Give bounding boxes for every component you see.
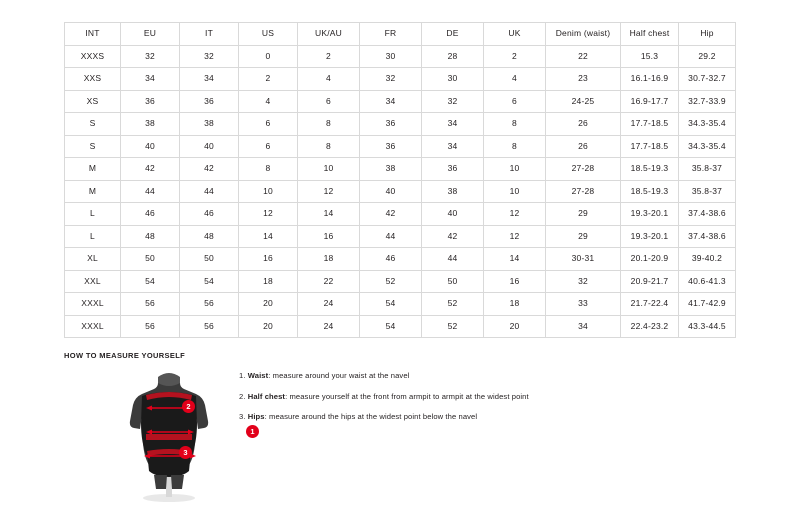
- table-cell: 42: [180, 158, 239, 181]
- table-cell: 20.9-21.7: [621, 270, 679, 293]
- table-cell: 30: [422, 68, 484, 91]
- table-cell: 56: [180, 293, 239, 316]
- table-cell: 23: [546, 68, 621, 91]
- table-cell: 8: [298, 113, 360, 136]
- table-cell: 19.3-20.1: [621, 203, 679, 226]
- instruction-number: 1.: [239, 371, 246, 380]
- bullet-marker-1: 1: [246, 425, 259, 438]
- table-cell: 0: [239, 45, 298, 68]
- table-row: [65, 225, 736, 248]
- table-cell: 20: [239, 293, 298, 316]
- table-cell: 12: [484, 225, 546, 248]
- table-row: [65, 270, 736, 293]
- size-label-cell: XL: [65, 248, 121, 271]
- table-cell: 29: [546, 203, 621, 226]
- table-cell: 34: [360, 90, 422, 113]
- table-header-cell: IT: [180, 23, 239, 46]
- table-cell: 35.8-37: [679, 180, 736, 203]
- size-label-cell: L: [65, 203, 121, 226]
- table-row: [65, 135, 736, 158]
- table-cell: 46: [180, 203, 239, 226]
- table-cell: 38: [121, 113, 180, 136]
- instruction-text: : measure yourself at the front from armpit to armpit at the widest point: [285, 391, 529, 401]
- table-row: [65, 90, 736, 113]
- instruction-term: Waist: [247, 371, 269, 380]
- size-label-cell: XXXL: [65, 293, 121, 316]
- table-header-cell: Denim (waist): [546, 23, 621, 46]
- table-cell: 50: [422, 270, 484, 293]
- instruction-text: : measure around your waist at the navel: [268, 371, 410, 380]
- table-cell: 18: [484, 293, 546, 316]
- table-header-cell: UK/AU: [298, 23, 360, 46]
- table-cell: 15.3: [621, 45, 679, 68]
- table-header-cell: UK: [484, 23, 546, 46]
- table-cell: 20.1-20.9: [621, 248, 679, 271]
- table-row: [65, 68, 736, 91]
- table-cell: 4: [484, 68, 546, 91]
- table-cell: 40.6-41.3: [679, 270, 736, 293]
- table-cell: 12: [298, 180, 360, 203]
- table-cell: 42: [121, 158, 180, 181]
- table-cell: 48: [121, 225, 180, 248]
- table-cell: 36: [422, 158, 484, 181]
- table-cell: 46: [121, 203, 180, 226]
- table-cell: 8: [484, 113, 546, 136]
- table-cell: 34: [422, 113, 484, 136]
- table-cell: 6: [239, 135, 298, 158]
- bullet-marker-3: 3: [179, 446, 192, 459]
- table-cell: 10: [298, 158, 360, 181]
- table-cell: 17.7-18.5: [621, 113, 679, 136]
- table-cell: 22: [298, 270, 360, 293]
- table-cell: 29: [546, 225, 621, 248]
- table-cell: 20: [239, 315, 298, 338]
- table-cell: 42: [422, 225, 484, 248]
- table-cell: 20: [484, 315, 546, 338]
- table-row: [65, 203, 736, 226]
- table-cell: 54: [360, 315, 422, 338]
- table-row: [65, 315, 736, 338]
- table-cell: 41.7-42.9: [679, 293, 736, 316]
- instruction-term: Half chest: [247, 391, 286, 401]
- table-cell: 16: [239, 248, 298, 271]
- instruction-term: Hips: [247, 412, 265, 422]
- table-cell: 10: [239, 180, 298, 203]
- size-label-cell: XXL: [65, 270, 121, 293]
- table-cell: 30-31: [546, 248, 621, 271]
- table-cell: 16: [484, 270, 546, 293]
- table-cell: 44: [360, 225, 422, 248]
- table-cell: 34: [546, 315, 621, 338]
- table-cell: 16.1-16.9: [621, 68, 679, 91]
- measurement-instruction: [239, 392, 719, 401]
- table-cell: 36: [360, 135, 422, 158]
- table-cell: 43.3-44.5: [679, 315, 736, 338]
- instruction-number: 2.: [239, 391, 246, 401]
- table-cell: 38: [360, 158, 422, 181]
- table-cell: 40: [180, 135, 239, 158]
- table-cell: 24: [298, 293, 360, 316]
- table-cell: 40: [360, 180, 422, 203]
- measurement-instructions-list: [239, 371, 719, 433]
- measurement-instruction: [239, 371, 719, 380]
- table-cell: 54: [180, 270, 239, 293]
- table-row: [65, 113, 736, 136]
- table-cell: 56: [121, 293, 180, 316]
- table-cell: 54: [121, 270, 180, 293]
- table-cell: 6: [239, 113, 298, 136]
- table-cell: 12: [484, 203, 546, 226]
- table-cell: 16.9-17.7: [621, 90, 679, 113]
- table-cell: 54: [360, 293, 422, 316]
- table-header-row: [65, 23, 736, 46]
- table-cell: 32: [121, 45, 180, 68]
- table-cell: 2: [484, 45, 546, 68]
- table-cell: 28: [422, 45, 484, 68]
- table-cell: 30: [360, 45, 422, 68]
- table-cell: 44: [180, 180, 239, 203]
- measurement-instruction: [239, 412, 719, 421]
- table-cell: 32: [422, 90, 484, 113]
- table-cell: 36: [121, 90, 180, 113]
- table-cell: 38: [180, 113, 239, 136]
- table-cell: 18: [239, 270, 298, 293]
- table-row: [65, 45, 736, 68]
- table-cell: 44: [422, 248, 484, 271]
- size-label-cell: XXXS: [65, 45, 121, 68]
- table-cell: 34: [121, 68, 180, 91]
- table-cell: 18.5-19.3: [621, 158, 679, 181]
- table-cell: 56: [121, 315, 180, 338]
- table-cell: 14: [298, 203, 360, 226]
- how-to-measure-title: HOW TO MEASURE YOURSELF: [64, 351, 186, 360]
- table-row: [65, 293, 736, 316]
- table-cell: 42: [360, 203, 422, 226]
- table-cell: 46: [360, 248, 422, 271]
- table-cell: 6: [298, 90, 360, 113]
- table-header-cell: US: [239, 23, 298, 46]
- size-label-cell: M: [65, 158, 121, 181]
- table-cell: 34.3-35.4: [679, 113, 736, 136]
- table-row: [65, 158, 736, 181]
- table-cell: 52: [422, 315, 484, 338]
- table-header-cell: INT: [65, 23, 121, 46]
- size-label-cell: S: [65, 113, 121, 136]
- table-cell: 10: [484, 158, 546, 181]
- table-header-cell: Hip: [679, 23, 736, 46]
- table-cell: 44: [121, 180, 180, 203]
- size-label-cell: M: [65, 180, 121, 203]
- table-cell: 52: [422, 293, 484, 316]
- table-header-cell: Half chest: [621, 23, 679, 46]
- size-chart-table: [64, 22, 736, 338]
- table-cell: 24-25: [546, 90, 621, 113]
- table-cell: 50: [180, 248, 239, 271]
- table-cell: 56: [180, 315, 239, 338]
- table-cell: 8: [239, 158, 298, 181]
- table-cell: 8: [484, 135, 546, 158]
- size-label-cell: S: [65, 135, 121, 158]
- table-cell: 30.7-32.7: [679, 68, 736, 91]
- table-cell: 38: [422, 180, 484, 203]
- table-cell: 36: [360, 113, 422, 136]
- instruction-number: 3.: [239, 412, 246, 422]
- table-cell: 34: [422, 135, 484, 158]
- size-label-cell: XXXL: [65, 315, 121, 338]
- bullet-marker-2: 2: [182, 400, 195, 413]
- table-header-cell: FR: [360, 23, 422, 46]
- table-cell: 35.8-37: [679, 158, 736, 181]
- table-cell: 32.7-33.9: [679, 90, 736, 113]
- table-cell: 2: [298, 45, 360, 68]
- table-cell: 52: [360, 270, 422, 293]
- table-cell: 14: [484, 248, 546, 271]
- table-cell: 14: [239, 225, 298, 248]
- table-cell: 40: [121, 135, 180, 158]
- table-cell: 10: [484, 180, 546, 203]
- how-to-measure-section: [64, 365, 735, 505]
- table-cell: 40: [422, 203, 484, 226]
- size-label-cell: L: [65, 225, 121, 248]
- table-cell: 12: [239, 203, 298, 226]
- table-cell: 50: [121, 248, 180, 271]
- table-cell: 37.4-38.6: [679, 225, 736, 248]
- table-cell: 29.2: [679, 45, 736, 68]
- table-cell: 17.7-18.5: [621, 135, 679, 158]
- table-cell: 27-28: [546, 180, 621, 203]
- table-cell: 26: [546, 135, 621, 158]
- table-cell: 37.4-38.6: [679, 203, 736, 226]
- instruction-text: : measure around the hips at the widest point below the navel: [264, 412, 478, 422]
- table-cell: 33: [546, 293, 621, 316]
- table-cell: 32: [360, 68, 422, 91]
- table-cell: 16: [298, 225, 360, 248]
- size-label-cell: XXS: [65, 68, 121, 91]
- table-row: [65, 248, 736, 271]
- table-cell: 26: [546, 113, 621, 136]
- size-label-cell: XS: [65, 90, 121, 113]
- table-cell: 21.7-22.4: [621, 293, 679, 316]
- table-header-cell: EU: [121, 23, 180, 46]
- table-cell: 24: [298, 315, 360, 338]
- table-header-cell: DE: [422, 23, 484, 46]
- table-cell: 18.5-19.3: [621, 180, 679, 203]
- table-cell: 39-40.2: [679, 248, 736, 271]
- table-cell: 2: [239, 68, 298, 91]
- table-cell: 34.3-35.4: [679, 135, 736, 158]
- table-cell: 32: [546, 270, 621, 293]
- table-cell: 4: [298, 68, 360, 91]
- table-cell: 32: [180, 45, 239, 68]
- table-cell: 6: [484, 90, 546, 113]
- table-cell: 18: [298, 248, 360, 271]
- table-cell: 8: [298, 135, 360, 158]
- mannequin-illustration: [94, 365, 255, 505]
- table-cell: 19.3-20.1: [621, 225, 679, 248]
- table-cell: 4: [239, 90, 298, 113]
- size-chart-table-wrapper: [64, 22, 735, 338]
- table-cell: 34: [180, 68, 239, 91]
- table-cell: 27-28: [546, 158, 621, 181]
- table-cell: 48: [180, 225, 239, 248]
- table-cell: 22: [546, 45, 621, 68]
- table-cell: 36: [180, 90, 239, 113]
- table-cell: 22.4-23.2: [621, 315, 679, 338]
- table-row: [65, 180, 736, 203]
